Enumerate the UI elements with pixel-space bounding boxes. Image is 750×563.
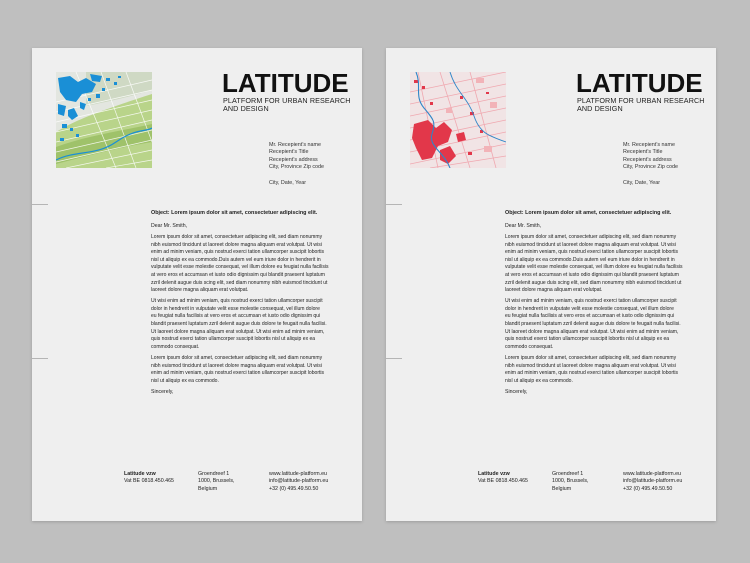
fold-mark bbox=[386, 204, 402, 205]
letter-paragraph: Ut wisi enim ad minim veniam, quis nostrud exerci tation ullamcorper suscipit dolor in hendrerit in vulputate velit esse molestie consequat, vel illum dolore eu feugiat nulla facilisis at vero eros et accumsan et iusto odio dignissim qui blandit praesent luptatum zzril delenit augue duis dolore te feugait nulla facilisi. Ut laoreet dolore magna aliquam erat volutpat. Ut wisi enim ad minim veniam, quis nostrud exerci tation ullamcorper suscipit lobortis nisl ut aliquip ex ea commodo consequat. bbox=[151, 298, 327, 350]
footer-contact: www.latitude-platform.eu info@latitude-platform.eu +32 (0) 495.49.50.50 bbox=[623, 471, 683, 492]
map-thumbnail-red bbox=[410, 72, 506, 168]
footer-organization: Latitude vzw Vat BE 0818.450.465 bbox=[124, 471, 174, 485]
recipient-block: Mr. Recepient’s name Recepient’s Title Recepient’s address City, Province Zip code bbox=[623, 142, 679, 170]
letter-paragraph: Lorem ipsum dolor sit amet, consectetuer adipiscing elit, sed diam nonummy nibh euismod tincidunt ut laoreet dolore magna aliquam erat volutpat. Ut wisi enim ad minim veniam, quis nostrud exerci tation ullamcorper suscipit lobortis nisl ut aliquip ex ea commodo.Duis autem vel eum iriure dolor in hendrerit in vulputate velit esse molestie consequat, vel illum dolore eu feugiat nulla facilisis at vero eros et accumsan et iusto odio dignissim qui blandit praesent luptatum zzril delenit augue duis scing elit, sed diam nonummy nibh euismod tincidunt ut laoreet dolore magna aliquam erat volutpat. bbox=[505, 234, 683, 294]
letter-paragraph: Lorem ipsum dolor sit amet, consectetuer adipiscing elit, sed diam nonummy nibh euismod tincidunt ut laoreet dolore magna aliquam erat volutpat. Ut wisi enim ad minim veniam, quis nostrud exerci tation ullamcorper suscipit lobortis nisl ut aliquip ex ea commodo. bbox=[151, 354, 325, 384]
brand-wordmark: LATITUDE bbox=[222, 68, 349, 98]
fold-mark bbox=[386, 358, 402, 359]
letter-closing: Sincerely, bbox=[505, 388, 528, 395]
letter-paragraph: Lorem ipsum dolor sit amet, consectetuer adipiscing elit, sed diam nonummy nibh euismod tincidunt ut laoreet dolore magna aliquam erat volutpat. Ut wisi enim ad minim veniam, quis nostrud exerci tation ullamcorper suscipit lobortis nisl ut aliquip ex ea commodo.Duis autem vel eum iriure dolor in hendrerit in vulputate velit esse molestie consequat, vel illum dolore eu feugiat nulla facilisis at vero eros et accumsan et iusto odio dignissim qui blandit praesent luptatum zzril delenit augue duis scing elit, sed diam nonummy nibh euismod tincidunt ut laoreet dolore magna aliquam erat volutpat. bbox=[151, 234, 329, 294]
brand-tagline: PLATFORM FOR URBAN RESEARCH AND DESIGN bbox=[577, 96, 705, 113]
date-line: City, Date, Year bbox=[623, 180, 661, 186]
letter-paragraph: Lorem ipsum dolor sit amet, consectetuer adipiscing elit, sed diam nonummy nibh euismod tincidunt ut laoreet dolore magna aliquam erat volutpat. Ut wisi enim ad minim veniam, quis nostrud exerci tation ullamcorper suscipit lobortis nisl ut aliquip ex ea commodo. bbox=[505, 354, 679, 384]
recipient-block: Mr. Recepient’s name Recepient’s Title Recepient’s address City, Province Zip code bbox=[269, 142, 325, 170]
letter-closing: Sincerely, bbox=[151, 388, 174, 395]
letter-paragraph: Ut wisi enim ad minim veniam, quis nostrud exerci tation ullamcorper suscipit dolor in hendrerit in vulputate velit esse molestie consequat, vel illum dolore eu feugiat nulla facilisis at vero eros et accumsan et iusto odio dignissim qui blandit praesent luptatum zzril delenit augue duis dolore te feugait nulla facilisi. Ut laoreet dolore magna aliquam erat volutpat. Ut wisi enim ad minim veniam, quis nostrud exerci tation ullamcorper suscipit lobortis nisl ut aliquip ex ea commodo consequat. bbox=[505, 298, 681, 350]
fold-mark bbox=[32, 204, 48, 205]
date-line: City, Date, Year bbox=[269, 180, 307, 186]
letter-subject: Object: Lorem ipsum dolor sit amet, consectetuer adipiscing elit. bbox=[505, 210, 672, 216]
letter-body bbox=[505, 210, 701, 395]
brand-wordmark: LATITUDE bbox=[576, 68, 703, 98]
brand-tagline: PLATFORM FOR URBAN RESEARCH AND DESIGN bbox=[223, 96, 351, 113]
letterhead-sheet-blue bbox=[32, 48, 362, 521]
fold-mark bbox=[32, 358, 48, 359]
letter-subject: Object: Lorem ipsum dolor sit amet, consectetuer adipiscing elit. bbox=[151, 210, 318, 216]
footer-address: Groendreef 1 1000, Brussels, Belgium bbox=[552, 471, 589, 492]
footer-organization: Latitude vzw Vat BE 0818.450.465 bbox=[478, 471, 528, 485]
letter-salutation: Dear Mr. Smith, bbox=[505, 223, 542, 229]
letterhead-sheet-red bbox=[386, 48, 716, 521]
letter-salutation: Dear Mr. Smith, bbox=[151, 223, 188, 229]
footer-contact: www.latitude-platform.eu info@latitude-platform.eu +32 (0) 495.49.50.50 bbox=[269, 471, 329, 492]
letter-body bbox=[151, 210, 347, 395]
footer-address: Groendreef 1 1000, Brussels, Belgium bbox=[198, 471, 235, 492]
map-thumbnail-blue bbox=[56, 72, 152, 168]
